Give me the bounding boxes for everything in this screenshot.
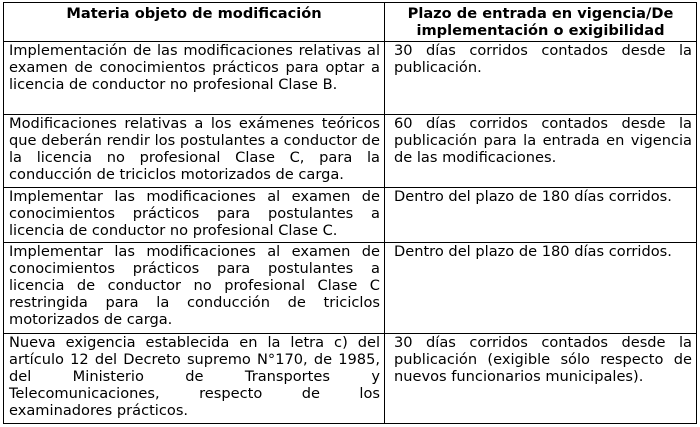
cell-plazo: 60 días corridos contados desde la publicación para la entrada en vigencia de las modificaciones. — [385, 115, 697, 188]
cell-materia: Implementar las modificaciones al examen de conocimientos prácticos para postulantes a licencia de conductor no profesional Clase C restringida para la conducción de triciclos motorizados de carga. — [4, 243, 385, 334]
header-plazo: Plazo de entrada en vigencia/De implementación o exigibilidad — [385, 3, 697, 42]
table-row — [4, 188, 697, 243]
table-row — [4, 243, 697, 334]
table-row — [4, 42, 697, 115]
table-row — [4, 115, 697, 188]
cell-plazo: Dentro del plazo de 180 días corridos. — [385, 188, 697, 243]
cell-materia: Nueva exigencia establecida en la letra c) del artículo 12 del Decreto supremo N°170, de 1985, del Ministerio de Transportes y Telecomunicaciones, respecto de los examinadores prácticos. — [4, 334, 385, 424]
cell-plazo: 30 días corridos contados desde la publicación (exigible sólo respecto de nuevos funcionarios municipales). — [385, 334, 697, 424]
header-materia: Materia objeto de modificación — [4, 3, 385, 42]
cell-materia: Modificaciones relativas a los exámenes teóricos que deberán rendir los postulantes a conductor de la licencia no profesional Clase C, para la conducción de triciclos motorizados de carga. — [4, 115, 385, 188]
modifications-table — [3, 2, 697, 424]
cell-materia: Implementación de las modificaciones relativas al examen de conocimientos prácticos para optar a licencia de conductor no profesional Clase B. — [4, 42, 385, 115]
cell-materia: Implementar las modificaciones al examen de conocimientos prácticos para postulantes a licencia de conductor no profesional Clase C. — [4, 188, 385, 243]
cell-plazo: 30 días corridos contados desde la publicación. — [385, 42, 697, 115]
cell-plazo: Dentro del plazo de 180 días corridos. — [385, 243, 697, 334]
table-header-row — [4, 3, 697, 42]
table-row — [4, 334, 697, 424]
